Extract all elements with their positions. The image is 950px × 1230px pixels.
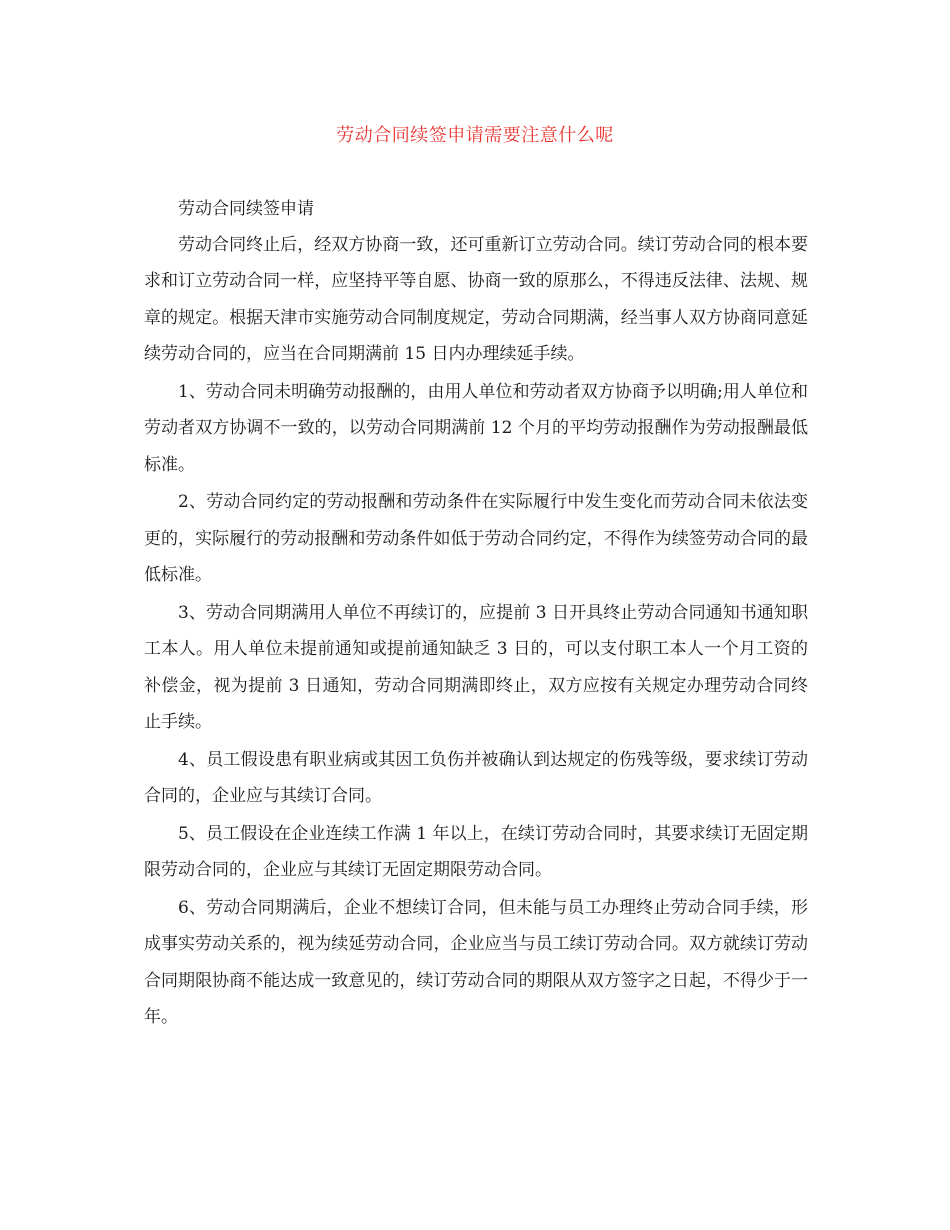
intro-paragraph: 劳动合同终止后，经双方协商一致，还可重新订立劳动合同。续订劳动合同的根本要求和订立劳动合同一样，应坚持平等自愿、协商一致的原那么，不得违反法律、法规、规章的规定。根据天津市实施劳动合同制度规定，劳动合同期满，经当事人双方协商同意延续劳动合同的，应当在合同期满前 15 日内办理续延手续。 <box>144 234 808 364</box>
list-item-3: 3、劳动合同期满用人单位不再续订的，应提前 3 日开具终止劳动合同通知书通知职工本人。用人单位未提前通知或提前通知缺乏 3 日的，可以支付职工本人一个月工资的补偿金，视为提前 3 日通知，劳动合同期满即终止，双方应按有关规定办理劳动合同终止手续。 <box>144 602 808 732</box>
list-item-1: 1、劳动合同未明确劳动报酬的，由用人单位和劳动者双方协商予以明确;用人单位和劳动者双方协调不一致的，以劳动合同期满前 12 个月的平均劳动报酬作为劳动报酬最低标准。 <box>144 381 808 475</box>
list-item-5: 5、员工假设在企业连续工作满 1 年以上，在续订劳动合同时，其要求续订无固定期限劳动合同的，企业应与其续订无固定期限劳动合同。 <box>144 823 808 880</box>
list-item-6: 6、劳动合同期满后，企业不想续订合同，但未能与员工办理终止劳动合同手续，形成事实劳动关系的，视为续延劳动合同，企业应当与员工续订劳动合同。双方就续订劳动合同期限协商不能达成一致意见的，续订劳动合同的期限从双方签字之日起，不得少于一年。 <box>144 897 808 1027</box>
list-item-4: 4、员工假设患有职业病或其因工负伤并被确认到达规定的伤残等级，要求续订劳动合同的，企业应与其续订合同。 <box>144 749 808 806</box>
document-title: 劳动合同续签申请需要注意什么呢 <box>336 125 614 146</box>
section-heading: 劳动合同续签申请 <box>178 199 314 219</box>
list-item-2: 2、劳动合同约定的劳动报酬和劳动条件在实际履行中发生变化而劳动合同未依法变更的，实际履行的劳动报酬和劳动条件如低于劳动合同约定，不得作为续签劳动合同的最低标准。 <box>144 492 808 585</box>
document-body <box>144 191 808 1036</box>
